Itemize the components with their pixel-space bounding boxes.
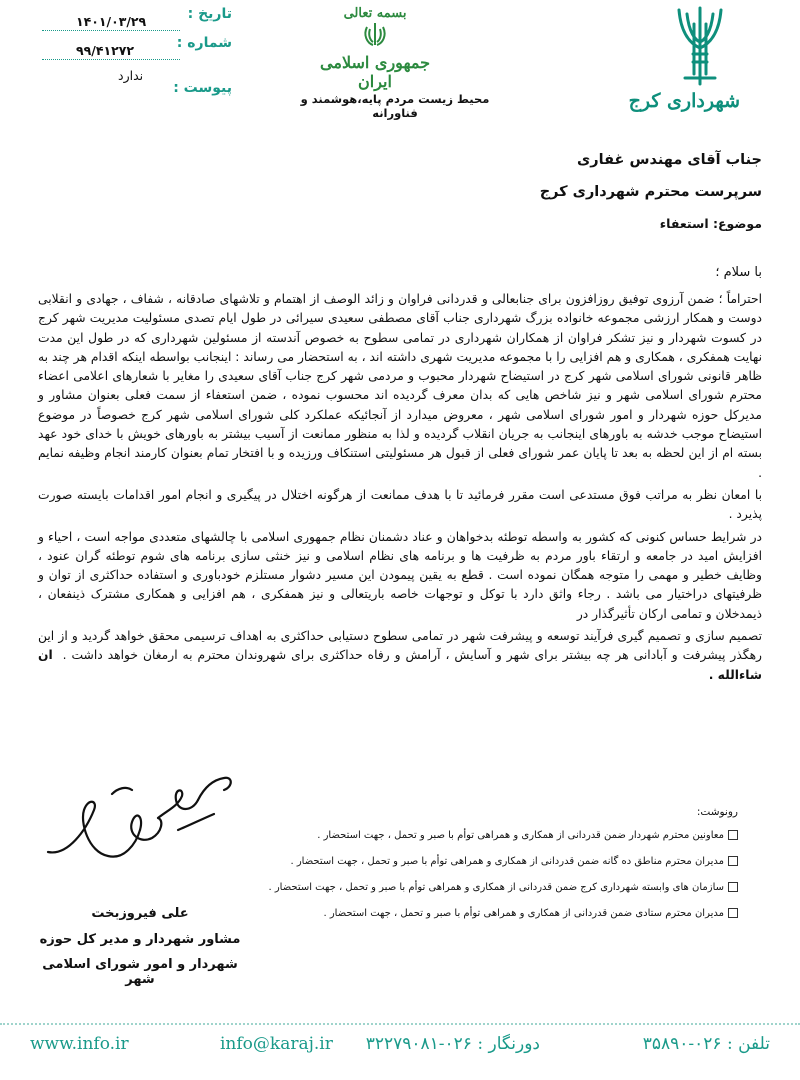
cc-item-1	[317, 830, 738, 841]
checkbox-icon	[728, 882, 738, 892]
checkbox-icon	[728, 856, 738, 866]
date-dotted-line	[42, 30, 180, 31]
cc-item-text: معاونین محترم شهردار ضمن قدردانی از همکاری و همراهی توأم با صبر و تحمل ، جهت استحضار .	[317, 830, 724, 841]
attachment-value: ندارد	[118, 68, 144, 83]
date-label: تاریخ :	[187, 6, 232, 22]
checkbox-icon	[728, 830, 738, 840]
body-paragraph-4	[38, 627, 762, 685]
footer-fax: دورنگار : ۰۲۶-۳۲۲۷۹۰۸۱	[365, 1034, 540, 1054]
cc-item-4	[324, 908, 739, 919]
slogan: محیط زیست مردم پایه،هوشمند و فناورانه	[300, 92, 490, 120]
addressee-title: سرپرست محترم شهرداری کرج	[539, 184, 762, 200]
number-row	[42, 33, 232, 62]
signer-role-line1: مشاور شهردار و مدیر کل حوزه	[39, 932, 241, 947]
body-paragraph-1: احتراماً ؛ ضمن آرزوی توفیق روزافزون برای جنابعالی و قدردانی فراوان و زائد الوصف از اهتمام و تلاشهای صادقانه ، شفاف ، جهادی و انقلابی دوست و همکار ارزشی مجموعه خانواده بزرگ شهرداری جناب آقای مصطفی سعیدی سیرائی در طول ایام تصدی مسئولیت مدیریت شهر کرج در کسوت شهردار و نیز تشکر فراوان از همکاران شهرداری در تمامی سطوح به خصوص آندسته از مسئولین شهرداری که در طول این مدت نهایت همفکری ، همکاری و هم افزایی را با مجموعه مدیریت شهری داشته اند ، به استحضار می رساند : اینجانب بواسطه اینکه اقدام هر چند به ظاهر قانونی شورای اسلامی شهر کرج در استیضاح شهردار محبوب و مردمی شهر کرج جناب آقای سعیدی را مغایر با شعارهای اعلامی اعضاء محترم شورای اسلامی شهر و نیز شاخص هایی که بدان معرف گردیده اند محسوب نموده ، ضمن استعفاء از سمت فعلی بعنوان مشاور و مدیرکل حوزه شهردار و امور شورای اسلامی شهر ، معروض میدارد از آنجائیکه عملکرد کلی شورای اسلامی شهر کرج خصوصاً در موضوع استیضاح موجب خدشه به باورهای اینجانب به جریان انقلاب گردیده و لذا به منظور ممانعت از آسیب بیشتر به باورهای خویش با خدای خود عهد بسته ام از این لحظه به بعد تا پایان عمر شورای فعلی از قبول هر مسئولیتی استنکاف ورزیده و با افتخار تمام بعنوان کارمند انجام وظیفه نمایم .	[38, 292, 762, 480]
emblem-calligraphy: بسمه تعالی	[343, 6, 407, 21]
city-name: شهرداری کرج	[628, 90, 740, 112]
letterhead-footer	[30, 1034, 770, 1062]
signer-role-line2: شهردار و امور شورای اسلامی شهر	[42, 957, 238, 987]
letter-meta	[42, 4, 232, 96]
body-closing: ان شاءالله .	[38, 648, 762, 682]
cc-item-text: مدیران محترم ستادی ضمن قدردانی از همکاری و همراهی توأم با صبر و تحمل ، جهت استحضار .	[323, 908, 724, 919]
emblem-icon	[361, 21, 389, 47]
republic-name: جمهوری اسلامی ایران	[320, 53, 430, 91]
signer-name: علی فیروزبخت	[91, 906, 189, 921]
handwritten-signature	[28, 760, 248, 890]
number-label: شماره :	[176, 35, 232, 51]
body-paragraph-4-text: تصمیم سازی و تصمیم گیری فرآیند توسعه و پیشرفت شهر در تمامی سطوح دستیابی حداکثری به اهداف ترسیمی محقق خواهد گردید و از این رهگذر پیشرفت و آبادانی هر چه بیشتر برای شهر و آسایش ، آرامش و رفاه حداکثری برای شهروندان محترم به ارمغان خواهد داشت .	[38, 629, 762, 663]
attachment-row	[42, 62, 232, 96]
cc-item-2	[291, 856, 739, 867]
number-value: ۹۹/۴۱۲۷۲	[76, 43, 134, 58]
tulip-logo-icon	[671, 4, 729, 88]
body-paragraph-3: در شرایط حساس کنونی که کشور به واسطه توطئه بدخواهان و عناد دشمنان نظام جمهوری اسلامی با چالشهای متعددی مواجه است ، احیاء و افزایش امید در جامعه و ارتقاء باور مردم به ظرفیت ها و برنامه های نظام اسلامی و نیز خنثی سازی برنامه های شوم توطئه گران عنود ، وظایف خطیر و مهمی را متوجه همگان نموده است . قطع به یقین پیمودن این مسیر دشوار مستلزم خودباوری و استفاده حداکثری از توان و ظرفیتهای دراختیار می باشد . رجاء واثق دارد با توکل و توجهات خاصه باریتعالی و نیز همفکری ، هم افزایی و همکاری مشترک ذینفعان ، ذیمدخلان و تمامی ارکان تأثیرگذار در	[38, 529, 762, 621]
date-row	[42, 4, 232, 33]
footer-divider	[0, 1023, 800, 1025]
cc-item-3	[268, 882, 738, 893]
cc-item-text: مدیران محترم مناطق ده گانه ضمن قدردانی از همکاری و همراهی توأم با صبر و تحمل ، جهت استحضار .	[290, 856, 724, 867]
cc-title: رونوشت:	[696, 806, 738, 818]
body-paragraph-2: با امعان نظر به مراتب فوق مستدعی است مقرر فرمائید تا با هدف ممانعت از هرگونه اختلال در پیگیری و انجام امور اقدامات بایسته صورت پذیرد .	[38, 487, 762, 522]
cc-item-text: سازمان های وابسته شهرداری کرج ضمن قدردانی از همکاری و همراهی توأم با صبر و تحمل ، جهت استحضار .	[268, 882, 724, 893]
footer-phone: تلفن : ۰۲۶-۳۵۸۹۰	[642, 1034, 770, 1054]
salutation: با سلام ؛	[715, 265, 762, 280]
footer-website: www.info.ir	[30, 1034, 129, 1054]
letter-subject: موضوع: استعفاء	[659, 216, 762, 231]
number-dotted-line	[42, 59, 180, 60]
karaj-municipality-logo	[628, 4, 740, 116]
republic-emblem	[310, 6, 440, 91]
letter-body	[38, 290, 762, 688]
addressee-name: جناب آقای مهندس غفاری	[576, 152, 762, 168]
footer-email: info@karaj.ir	[220, 1034, 333, 1054]
attachment-label: پیوست :	[173, 80, 232, 96]
checkbox-icon	[728, 908, 738, 918]
date-value: ۱۴۰۱/۰۳/۲۹	[76, 14, 147, 29]
